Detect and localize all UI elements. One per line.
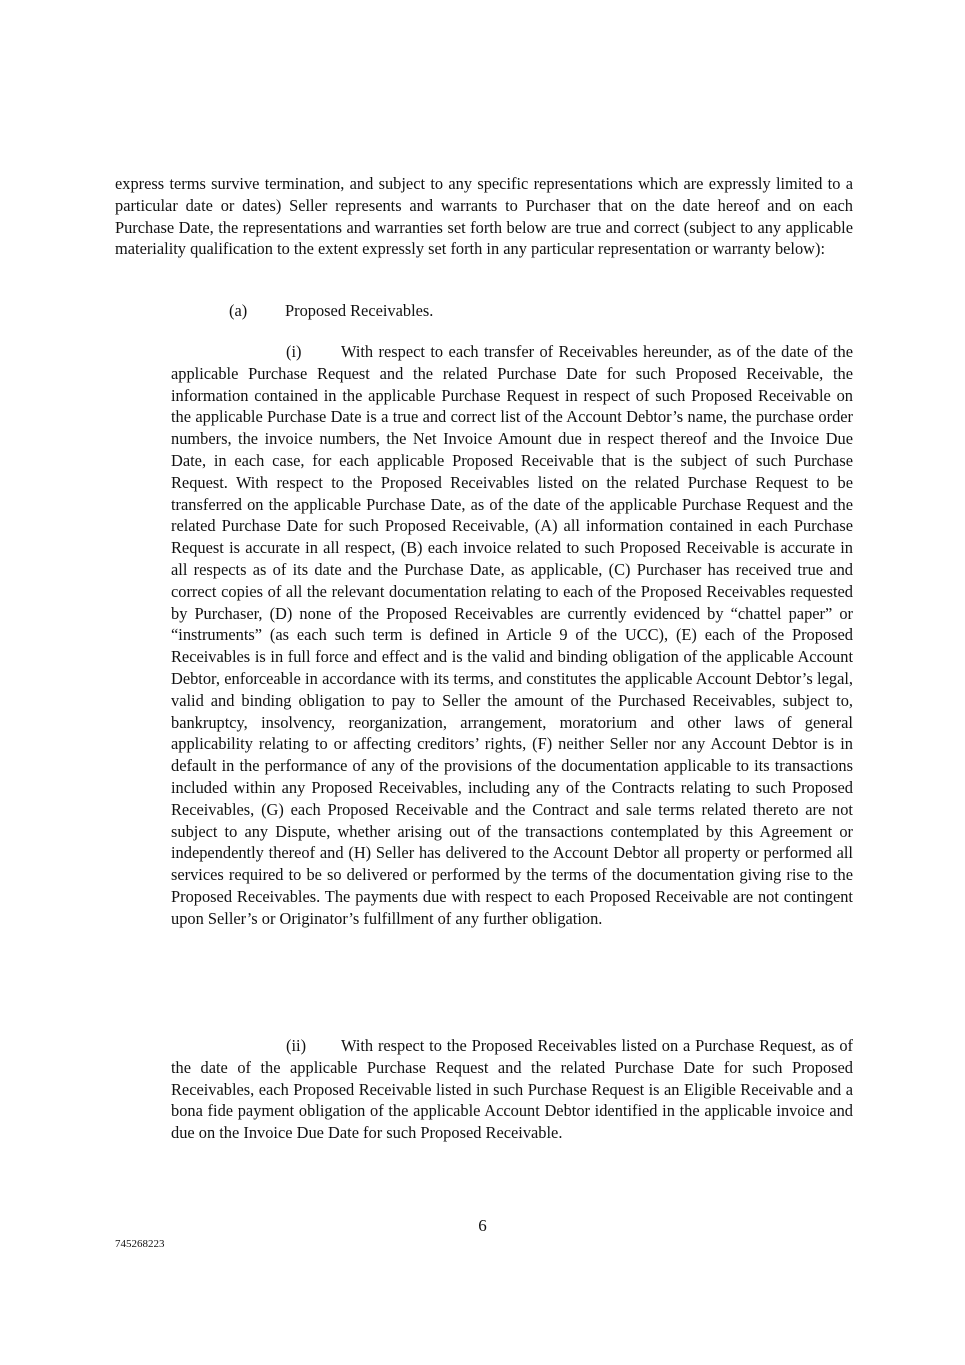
clause-i-paragraph — [171, 341, 853, 930]
section-a-title: Proposed Receivables. — [285, 301, 434, 320]
clause-i-text: With respect to each transfer of Receivables hereunder, as of the date of the applicable Purchase Request and the related Purchase Date for such Proposed Receivable, the information contained in the applicable Purchase Request in respect of such Proposed Receivable on the applicable Purchase Date is a true and correct list of the Account Debtor’s name, the purchase order numbers, the invoice numbers, the Net Invoice Amount due in respect thereof and the Invoice Due Date, in each case, for each applicable Proposed Receivable that is the subject of such Purchase Request. With respect to the Proposed Receivables listed on the related Purchase Request to be transferred on the applicable Purchase Date, as of the date of the applicable Purchase Request and the related Purchase Date for such Proposed Receivable, (A) all information contained in each Purchase Request is accurate in all respect, (B) each invoice related to such Proposed Receivable is accurate in all respects as of its date and the Purchase Date, as applicable, (C) Purchaser has received true and correct copies of all the relevant documentation relating to each of the Proposed Receivables requested by Purchaser, (D) none of the Proposed Receivables are currently evidenced by “chattel paper” or “instruments” (as each such term is defined in Article 9 of the UCC), (E) each of the Proposed Receivables is in full force and effect and is the valid and binding obligation of the applicable Account Debtor, enforceable in accordance with its terms, and constitutes the applicable Account Debtor’s legal, valid and binding obligation to pay to Seller the amount of the Purchased Receivables, subject to, bankruptcy, insolvency, reorganization, arrangement, moratorium and other laws of general applicability relating to or affecting creditors’ rights, (F) neither Seller nor any Account Debtor is in default in the performance of any of the provisions of the documentation applicable to its transactions included within any Proposed Receivables, including any of the Contracts relating to such Proposed Receivables, (G) each Proposed Receivable and the Contract and sale terms related thereto are not subject to any Dispute, whether arising out of the transactions contemplated by this Agreement or independently thereof and (H) Seller has delivered to the Account Debtor all property or performed all services required to be so delivered or performed by the terms of the documentation giving rise to the Proposed Receivables. The payments due with respect to each Proposed Receivable are not contingent upon Seller’s or Originator’s fulfillment of any further obligation. — [171, 342, 853, 928]
section-a-heading — [229, 300, 433, 322]
intro-paragraph: express terms survive termination, and subject to any specific representations which are expressly limited to a particular date or dates) Seller represents and warrants to Purchaser that on the date hereof and on each Purchase Date, the representations and warranties set forth below are true and correct (subject to any applicable materiality qualification to the extent expressly set forth in any particular representation or warranty below): — [115, 174, 853, 259]
document-id: 745268223 — [115, 1238, 165, 1250]
clause-ii-text: With respect to the Proposed Receivables listed on a Purchase Request, as of the date of the applicable Purchase Request and the related Purchase Date for such Proposed Receivables, each Proposed Receivable listed in such Purchase Request is an Eligible Receivable and a bona fide payment obligation of the applicable Account Debtor identified in the applicable invoice and due on the Invoice Due Date for such Proposed Receivable. — [171, 1036, 853, 1143]
clause-ii-number: (ii) — [286, 1036, 307, 1055]
clause-i-number: (i) — [286, 342, 302, 361]
clause-ii-paragraph — [171, 1035, 853, 1144]
page-number: 6 — [478, 1216, 487, 1235]
section-a-label: (a) — [229, 301, 248, 320]
